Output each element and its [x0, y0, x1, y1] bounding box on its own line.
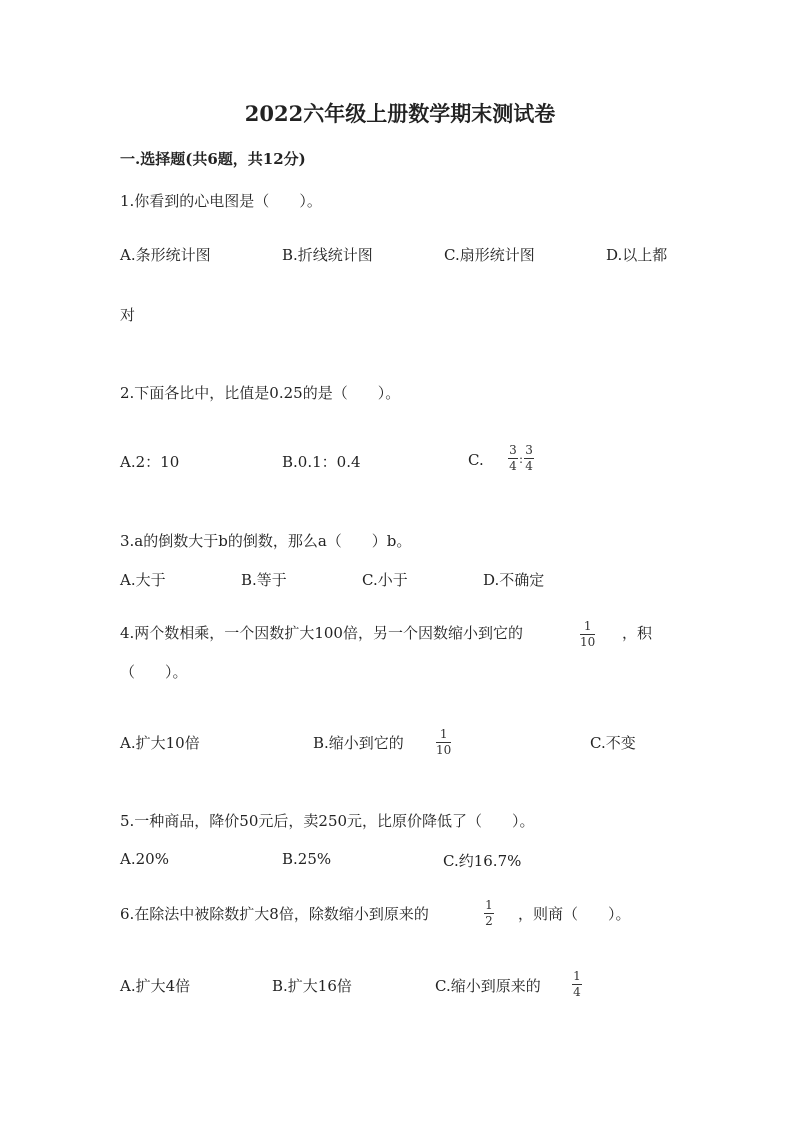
question-5-option-b: B.25% [282, 850, 332, 868]
question-3-option-b: B.等于 [241, 571, 287, 589]
fraction-denominator: 4 [509, 459, 517, 473]
ratio-separator: : [519, 451, 524, 466]
question-6-option-c: C.缩小到原来的 [435, 977, 541, 995]
question-5-option-c: C.约16.7% [443, 852, 522, 870]
question-6-text: 6.在除法中被除数扩大8倍，除数缩小到原来的 [120, 905, 429, 923]
question-4-fraction [580, 620, 595, 649]
question-1-option-d: D.以上都 [606, 246, 668, 264]
fraction-numerator: 1 [485, 898, 493, 912]
question-4-text-after: ，积 [622, 624, 653, 642]
fraction-denominator: 2 [485, 914, 493, 928]
fraction [508, 444, 518, 473]
question-2-option-a: A.2：10 [120, 453, 180, 471]
fraction-denominator: 4 [525, 459, 533, 473]
question-3-option-c: C.小于 [362, 571, 408, 589]
fraction-denominator: 10 [436, 743, 452, 757]
question-6-option-b: B.扩大16倍 [272, 977, 352, 995]
question-1-option-a: A.条形统计图 [120, 246, 211, 264]
question-3-option-a: A.大于 [120, 571, 166, 589]
question-1-option-c: C.扇形统计图 [444, 246, 535, 264]
question-5-option-a: A.20% [120, 850, 169, 868]
question-6-fraction [484, 899, 494, 928]
fraction-numerator: 1 [439, 727, 448, 741]
fraction [524, 444, 534, 473]
section-heading: 一.选择题(共6题，共12分) [120, 150, 306, 168]
fraction-numerator: 3 [509, 443, 517, 457]
question-6-option-a: A.扩大4倍 [120, 977, 191, 995]
question-2-text: 2.下面各比中，比值是0.25的是（ ）。 [120, 384, 401, 402]
fraction-numerator: 1 [583, 619, 592, 633]
fraction-numerator: 3 [525, 443, 533, 457]
question-4-text: 4.两个数相乘，一个因数扩大100倍，另一个因数缩小到它的 [120, 624, 523, 642]
fraction-denominator: 4 [573, 985, 581, 999]
question-4-option-a: A.扩大10倍 [120, 734, 200, 752]
question-2-option-c-ratio [508, 444, 534, 473]
question-1-text: 1.你看到的心电图是（ ）。 [120, 192, 322, 210]
fraction-denominator: 10 [580, 635, 596, 649]
question-1-option-d-continued: 对 [120, 306, 136, 324]
question-4-option-c: C.不变 [590, 734, 636, 752]
question-6-text-after: ，则商（ ）。 [518, 905, 631, 923]
question-4-option-b: B.缩小到它的 [313, 734, 404, 752]
question-4-text-line-2: （ ）。 [120, 663, 188, 681]
fraction-numerator: 1 [573, 969, 581, 983]
question-5-text: 5.一种商品，降价50元后，卖250元，比原价降低了（ ）。 [120, 812, 535, 830]
question-3-option-d: D.不确定 [483, 571, 545, 589]
question-2-option-c: C. [468, 451, 484, 469]
question-1-option-b: B.折线统计图 [282, 246, 373, 264]
question-4-option-b-fraction [436, 728, 451, 757]
question-2-option-b: B.0.1：0.4 [282, 453, 361, 471]
question-6-option-c-fraction [572, 970, 582, 999]
page-title: 2022六年级上册数学期末测试卷 [244, 101, 556, 126]
question-3-text: 3.a的倒数大于b的倒数，那么a（ ）b。 [120, 532, 412, 550]
